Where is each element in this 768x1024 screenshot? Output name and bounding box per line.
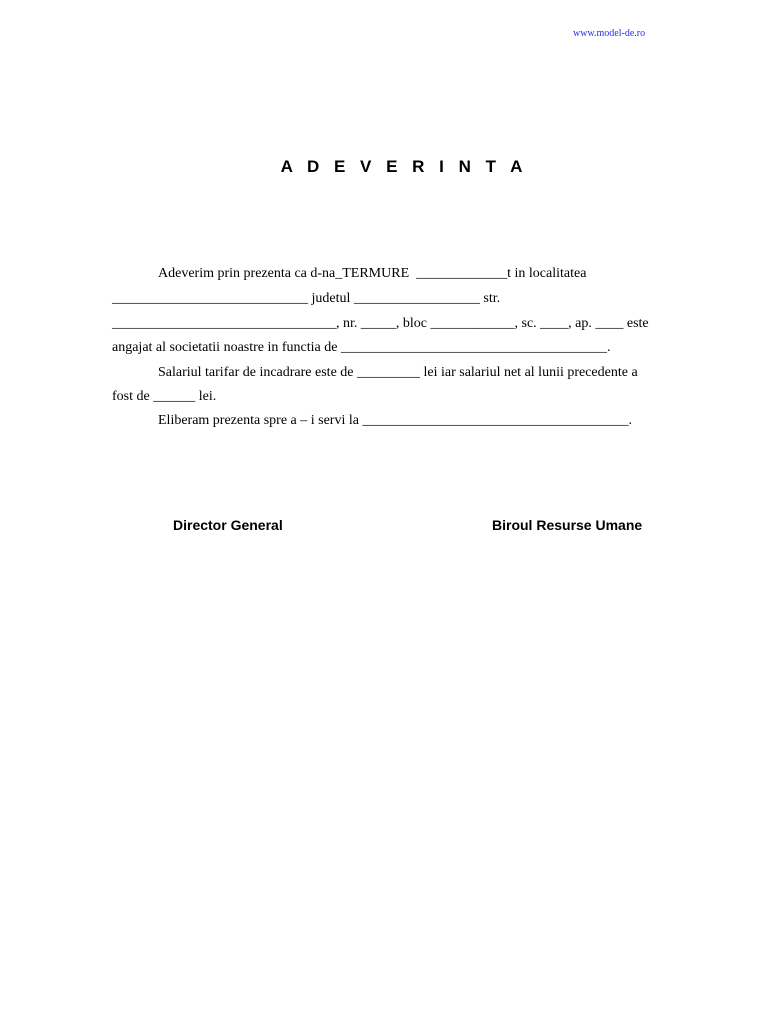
- signature-director-general: Director General: [173, 517, 283, 533]
- body-line-1: Adeverim prin prezenta ca d-na_TERMURE _____________t in localitatea: [158, 266, 587, 281]
- signature-hr-office: Biroul Resurse Umane: [492, 517, 643, 533]
- body-line-7: Eliberam prezenta spre a – i servi la ______________________________________.: [158, 413, 632, 428]
- document-title: A D E V E R I N T A: [280, 157, 528, 176]
- body-line-3: ________________________________, nr. _____, bloc ____________, sc. ____, ap. ____ este: [112, 316, 649, 331]
- body-line-2: ____________________________ judetul __________________ str.: [112, 291, 501, 306]
- body-line-4: angajat al societatii noastre in functia de ______________________________________.: [112, 340, 611, 355]
- body-line-5: Salariul tarifar de incadrare este de _________ lei iar salariul net al lunii precedente a: [158, 365, 638, 380]
- body-line-6: fost de ______ lei.: [112, 389, 217, 404]
- website-link[interactable]: www.model-de.ro: [573, 28, 646, 39]
